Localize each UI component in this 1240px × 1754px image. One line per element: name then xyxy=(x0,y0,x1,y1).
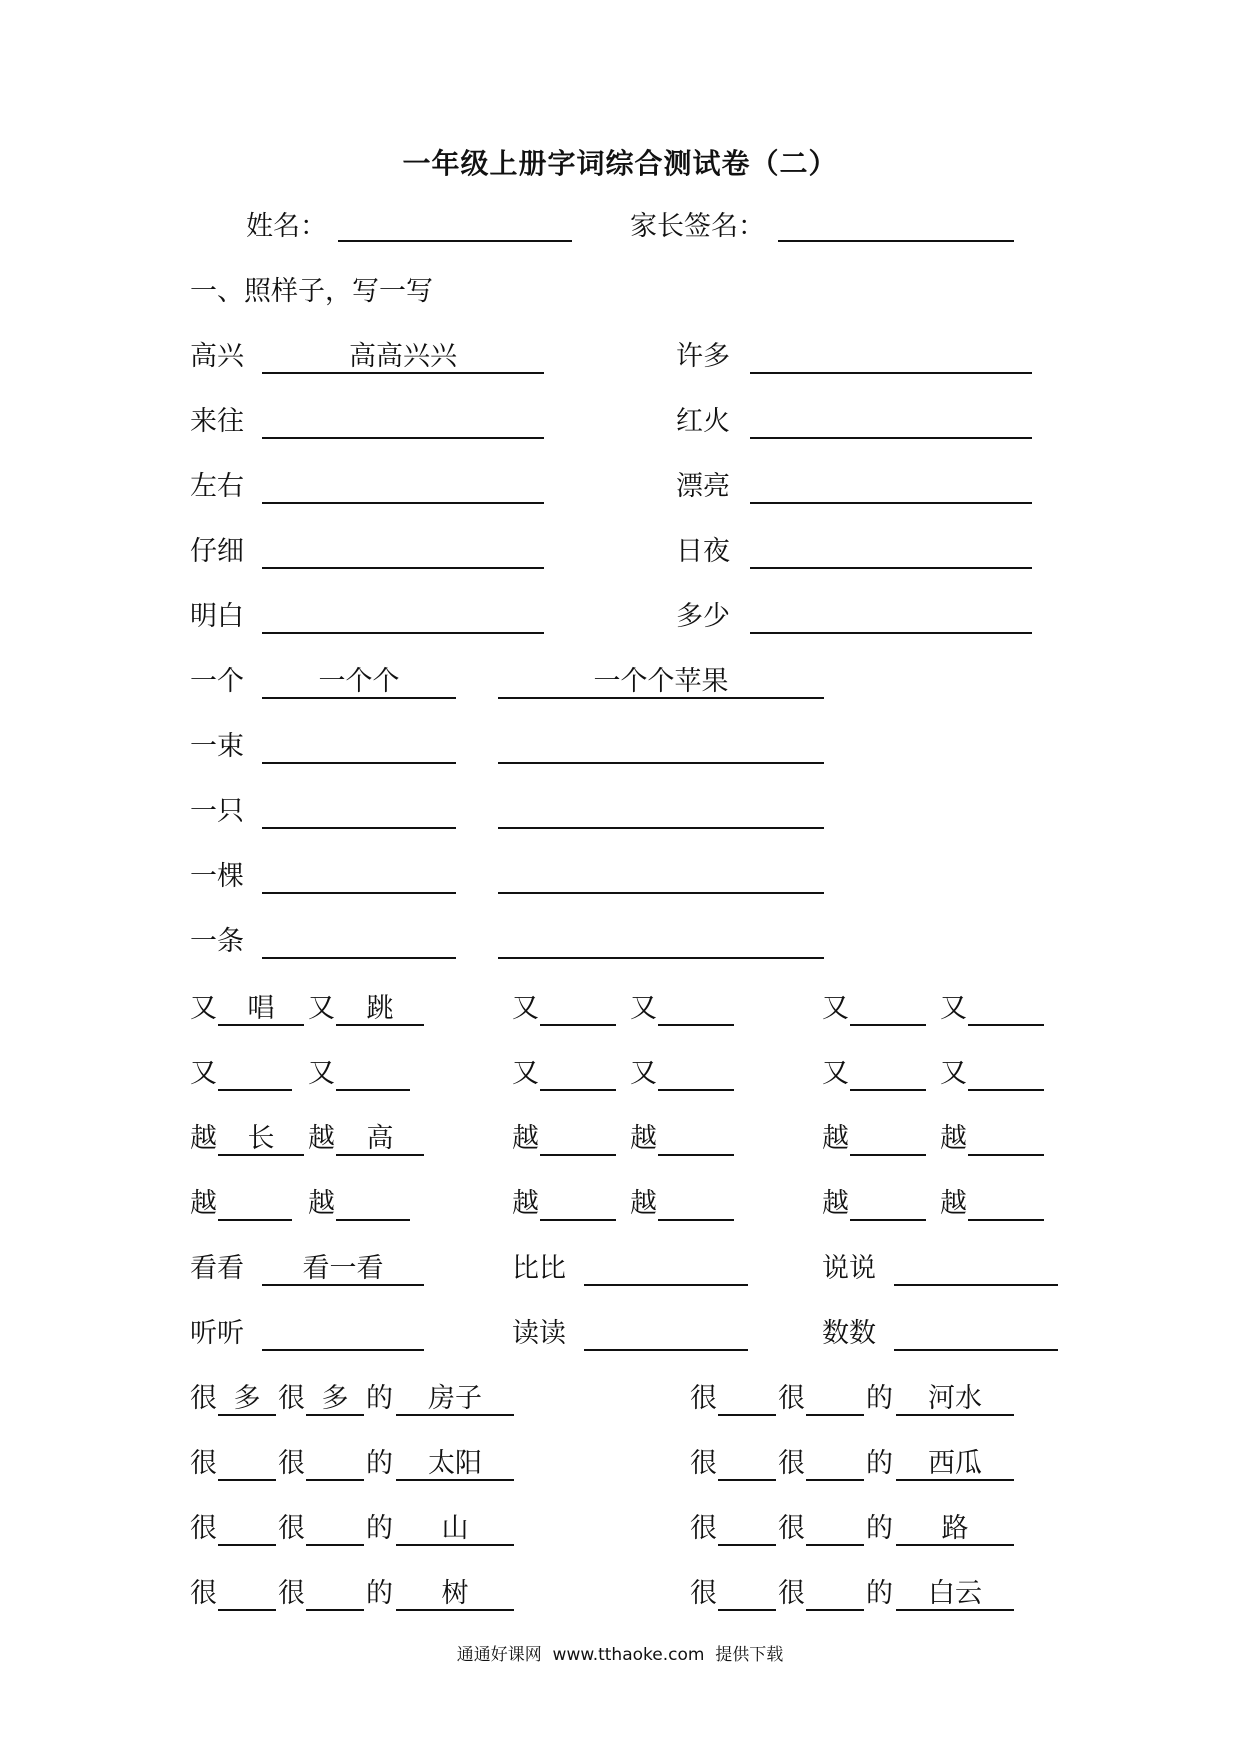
hen-noun: 河水 xyxy=(928,1383,982,1414)
you-char: 又 xyxy=(940,993,967,1024)
de-char: 的 xyxy=(866,1383,893,1414)
de-char: 的 xyxy=(866,1448,893,1479)
hen-noun: 路 xyxy=(941,1513,969,1544)
de-char: 的 xyxy=(866,1578,893,1609)
hen-blank[interactable] xyxy=(218,1479,276,1481)
you-blank[interactable] xyxy=(540,1089,616,1091)
hen-blank[interactable] xyxy=(306,1609,364,1611)
hen-char: 很 xyxy=(778,1383,805,1414)
you-blank[interactable] xyxy=(336,1089,410,1091)
hen-blank[interactable] xyxy=(806,1544,864,1546)
hen-char: 很 xyxy=(690,1383,717,1414)
yue-char: 越 xyxy=(630,1188,657,1219)
hen-char: 很 xyxy=(190,1448,217,1479)
look-blank[interactable] xyxy=(584,1284,748,1286)
yue-char: 越 xyxy=(940,1188,967,1219)
yue-blank[interactable] xyxy=(540,1219,616,1221)
hen-noun: 白云 xyxy=(928,1578,982,1609)
look-word: 读读 xyxy=(512,1318,566,1349)
parent-signature-label: 家长签名： xyxy=(630,211,765,242)
measure-example-answer: 一个个 xyxy=(318,666,400,697)
section-heading: 一、照样子，写一写 xyxy=(190,276,433,307)
yue-blank[interactable] xyxy=(968,1219,1044,1221)
yue-char: 越 xyxy=(190,1188,217,1219)
hen-blank[interactable] xyxy=(718,1544,776,1546)
yue-blank[interactable] xyxy=(850,1219,926,1221)
hen-char: 很 xyxy=(778,1513,805,1544)
yue-blank[interactable] xyxy=(218,1219,292,1221)
hen-example: 多 xyxy=(233,1383,261,1414)
hen-blank[interactable] xyxy=(806,1479,864,1481)
measure-blank-long[interactable] xyxy=(498,762,824,764)
measure-blank-long[interactable] xyxy=(498,892,824,894)
measure-blank-short[interactable] xyxy=(262,892,456,894)
hen-blank[interactable] xyxy=(806,1609,864,1611)
yue-char: 越 xyxy=(308,1123,335,1154)
hen-blank[interactable] xyxy=(218,1544,276,1546)
aabb-word: 日夜 xyxy=(676,536,730,567)
de-char: 的 xyxy=(366,1448,393,1479)
look-blank[interactable] xyxy=(584,1349,748,1351)
hen-char: 很 xyxy=(278,1383,305,1414)
you-char: 又 xyxy=(822,993,849,1024)
aabb-blank[interactable] xyxy=(750,437,1032,439)
hen-char: 很 xyxy=(278,1513,305,1544)
you-blank[interactable] xyxy=(968,1024,1044,1026)
yue-blank[interactable] xyxy=(658,1219,734,1221)
yue-char: 越 xyxy=(940,1123,967,1154)
hen-blank[interactable] xyxy=(718,1609,776,1611)
de-char: 的 xyxy=(366,1383,393,1414)
measure-word: 一棵 xyxy=(190,861,244,892)
measure-example-phrase: 一个个苹果 xyxy=(593,666,729,697)
hen-blank[interactable] xyxy=(806,1414,864,1416)
look-word: 比比 xyxy=(512,1253,566,1284)
hen-noun: 山 xyxy=(441,1513,469,1544)
yue-char: 越 xyxy=(822,1188,849,1219)
yue-example: 高 xyxy=(366,1123,394,1154)
you-char: 又 xyxy=(512,993,539,1024)
footer-credit: 通通好课网 www.tthaoke.com 提供下载 xyxy=(456,1645,784,1665)
you-blank[interactable] xyxy=(968,1089,1044,1091)
measure-word: 一个 xyxy=(190,666,244,697)
hen-noun: 太阳 xyxy=(428,1448,482,1479)
name-label: 姓名： xyxy=(246,211,327,242)
measure-word: 一只 xyxy=(190,796,244,827)
hen-char: 很 xyxy=(690,1513,717,1544)
de-char: 的 xyxy=(366,1578,393,1609)
measure-blank-short[interactable] xyxy=(262,957,456,959)
measure-blank-long[interactable] xyxy=(498,827,824,829)
you-char: 又 xyxy=(308,993,335,1024)
aabb-word: 漂亮 xyxy=(676,471,730,502)
look-word: 数数 xyxy=(822,1318,876,1349)
hen-blank[interactable] xyxy=(306,1544,364,1546)
hen-noun: 房子 xyxy=(428,1383,482,1414)
hen-blank[interactable] xyxy=(306,1479,364,1481)
you-char: 又 xyxy=(940,1058,967,1089)
yue-blank[interactable] xyxy=(850,1154,926,1156)
page-title: 一年级上册字词综合测试卷（二） xyxy=(402,147,838,180)
aabb-blank[interactable] xyxy=(750,372,1032,374)
you-blank[interactable] xyxy=(658,1024,734,1026)
aabb-word: 许多 xyxy=(676,341,730,372)
you-blank[interactable] xyxy=(850,1089,926,1091)
hen-char: 很 xyxy=(778,1448,805,1479)
de-char: 的 xyxy=(366,1513,393,1544)
aabb-blank[interactable] xyxy=(262,437,544,439)
you-example: 跳 xyxy=(366,993,394,1024)
yue-blank[interactable] xyxy=(336,1219,410,1221)
measure-blank-short[interactable] xyxy=(262,827,456,829)
you-char: 又 xyxy=(512,1058,539,1089)
look-blank[interactable] xyxy=(894,1284,1058,1286)
hen-char: 很 xyxy=(190,1383,217,1414)
you-blank[interactable] xyxy=(850,1024,926,1026)
aabb-example-answer: 高高兴兴 xyxy=(349,341,457,372)
hen-char: 很 xyxy=(190,1578,217,1609)
hen-char: 很 xyxy=(190,1513,217,1544)
you-char: 又 xyxy=(308,1058,335,1089)
yue-char: 越 xyxy=(822,1123,849,1154)
hen-example: 多 xyxy=(321,1383,349,1414)
aabb-word: 来往 xyxy=(190,406,244,437)
hen-char: 很 xyxy=(278,1448,305,1479)
measure-word: 一条 xyxy=(190,926,244,957)
you-char: 又 xyxy=(822,1058,849,1089)
hen-blank[interactable] xyxy=(718,1414,776,1416)
hen-char: 很 xyxy=(278,1578,305,1609)
look-blank[interactable] xyxy=(894,1349,1058,1351)
yue-example: 长 xyxy=(247,1123,275,1154)
measure-word: 一束 xyxy=(190,731,244,762)
hen-char: 很 xyxy=(690,1578,717,1609)
hen-blank[interactable] xyxy=(218,1609,276,1611)
measure-blank-long[interactable] xyxy=(498,957,824,959)
aabb-blank[interactable] xyxy=(262,632,544,634)
yue-char: 越 xyxy=(190,1123,217,1154)
you-blank[interactable] xyxy=(658,1089,734,1091)
aabb-word: 多少 xyxy=(676,601,730,632)
aabb-word: 明白 xyxy=(190,601,244,632)
yue-char: 越 xyxy=(512,1188,539,1219)
you-char: 又 xyxy=(630,993,657,1024)
hen-noun: 西瓜 xyxy=(928,1448,982,1479)
aabb-blank[interactable] xyxy=(262,567,544,569)
you-blank[interactable] xyxy=(540,1024,616,1026)
name-field[interactable] xyxy=(338,240,572,242)
yue-char: 越 xyxy=(512,1123,539,1154)
de-char: 的 xyxy=(866,1513,893,1544)
look-word: 听听 xyxy=(190,1318,244,1349)
yue-blank[interactable] xyxy=(968,1154,1044,1156)
you-example: 唱 xyxy=(247,993,275,1024)
aabb-word: 红火 xyxy=(676,406,730,437)
aabb-blank[interactable] xyxy=(750,632,1032,634)
yue-char: 越 xyxy=(630,1123,657,1154)
yue-blank[interactable] xyxy=(658,1154,734,1156)
yue-char: 越 xyxy=(308,1188,335,1219)
yue-blank[interactable] xyxy=(540,1154,616,1156)
measure-blank-short[interactable] xyxy=(262,762,456,764)
aabb-word: 高兴 xyxy=(190,341,244,372)
aabb-word: 仔细 xyxy=(190,536,244,567)
you-char: 又 xyxy=(190,1058,217,1089)
hen-char: 很 xyxy=(778,1578,805,1609)
you-char: 又 xyxy=(630,1058,657,1089)
you-char: 又 xyxy=(190,993,217,1024)
parent-signature-field[interactable] xyxy=(778,240,1014,242)
look-example-answer: 看一看 xyxy=(302,1253,384,1284)
look-word: 说说 xyxy=(822,1253,876,1284)
look-word: 看看 xyxy=(190,1253,244,1284)
aabb-blank[interactable] xyxy=(750,502,1032,504)
hen-char: 很 xyxy=(690,1448,717,1479)
aabb-blank[interactable] xyxy=(262,502,544,504)
hen-noun: 树 xyxy=(441,1578,469,1609)
look-blank[interactable] xyxy=(262,1349,424,1351)
you-blank[interactable] xyxy=(218,1089,292,1091)
aabb-word: 左右 xyxy=(190,471,244,502)
hen-blank[interactable] xyxy=(718,1479,776,1481)
aabb-blank[interactable] xyxy=(750,567,1032,569)
